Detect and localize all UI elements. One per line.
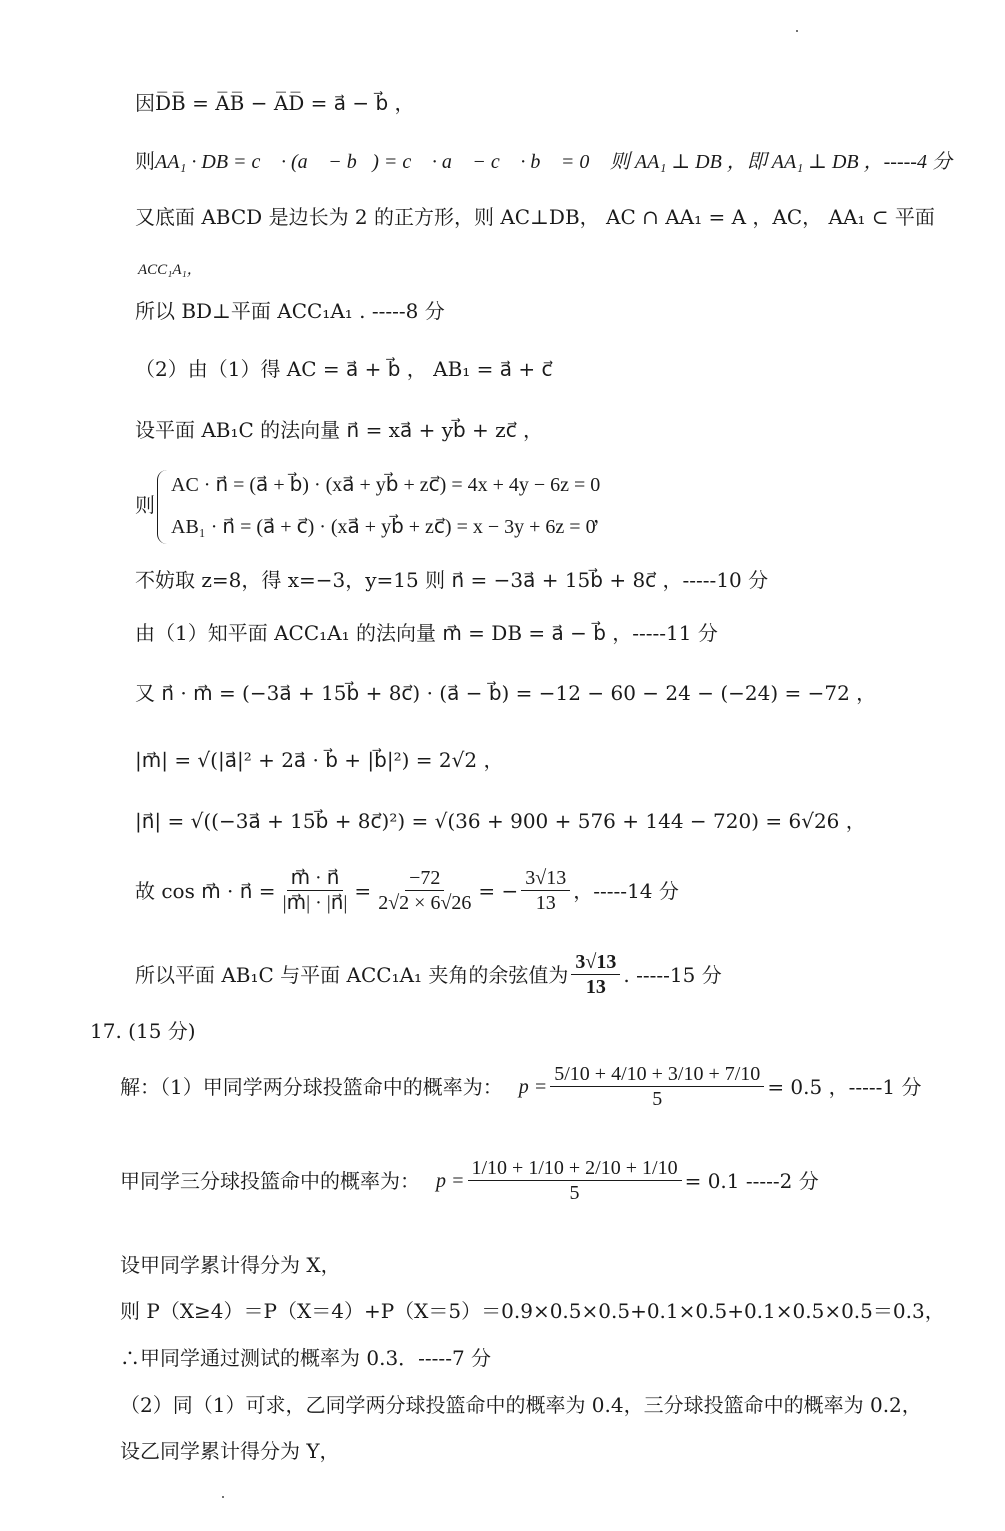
fraction-denominator: |m⃗| · |n⃗| <box>282 892 348 914</box>
system-tail: ， <box>593 503 613 527</box>
text-line-three-point-prob <box>120 1156 819 1205</box>
text-line-part2-student-b: （2）同（1）可求，乙同学两分球投篮命中的概率为 0.4，三分球投篮命中的概率为 0.2， <box>120 1393 922 1417</box>
scan-dot-top <box>796 30 798 32</box>
text-line-dot-product: 又 n⃗ · m⃗ = (−3a⃗ + 15b⃗ + 8c⃗) · (a⃗ − b⃗) = −12 − 60 − 24 − (−24) = −72 ， <box>135 681 877 705</box>
text-line-define-x: 设甲同学累计得分为 X， <box>120 1253 341 1277</box>
text-line-plane-name: ACC₁A₁， <box>138 262 202 278</box>
text-line-cosine <box>135 866 679 915</box>
equals-minus: = − <box>478 878 519 903</box>
fraction-numerator: 1/10 + 1/10 + 2/10 + 1/10 <box>468 1156 682 1181</box>
score-14: ，-----14 分 <box>573 878 679 903</box>
two-point-result: = 0.5 ，-----1 分 <box>767 1074 922 1099</box>
text-line-conclusion-part1: 所以 BD⊥平面 ACC₁A₁ . -----8 分 <box>135 299 445 323</box>
text-line-solve-normal: 不妨取 z=8，得 x=−3，y=15 则 n⃗ = −3a⃗ + 15b⃗ + 8c⃗ ，-----10 分 <box>135 568 769 592</box>
text-line-two-point-prob <box>120 1062 921 1111</box>
three-point-result: = 0.1 -----2 分 <box>684 1168 819 1193</box>
final-prefix: 所以平面 AB₁C 与平面 ACC₁A₁ 夹角的余弦值为 <box>135 962 569 987</box>
text-line-normal-m: 由（1）知平面 ACC₁A₁ 的法向量 m⃗ = DB = a⃗ − b⃗ ，-----11 分 <box>135 621 718 645</box>
fraction-final <box>571 950 620 999</box>
text-line-probability-x: 则 P（X≥4）＝P（X＝4）+P（X＝5）＝0.9×0.5×0.5+0.1×0.5+0.1×0.5×0.5＝0.3， <box>120 1299 945 1323</box>
fraction-minus72 <box>374 866 475 915</box>
fraction-denominator: 13 <box>585 976 606 998</box>
equals-sign: = <box>354 878 372 903</box>
text-line-db-vector: 因D̅B̅ = A̅B̅ − A̅D̅ = a⃗ − b⃗ ， <box>135 91 415 115</box>
fraction-result <box>521 866 570 915</box>
fraction-numerator: m⃗ · n⃗ <box>287 866 344 891</box>
line-prefix: 则 <box>135 149 155 173</box>
scan-dot-bottom <box>222 1496 224 1498</box>
left-brace <box>157 470 168 544</box>
text-line-square-base: 又底面 ABCD 是边长为 2 的正方形，则 AC⊥DB， AC ∩ AA₁ = A ，AC， AA₁ ⊂ 平面 <box>135 205 935 229</box>
text-line-norm-n: |n⃗| = √((−3a⃗ + 15b⃗ + 8c⃗)²) = √(36 + 900 + 576 + 144 − 720) = 6√26 ， <box>135 809 866 833</box>
three-point-prefix: 甲同学三分球投篮命中的概率为： <box>120 1168 420 1193</box>
fraction-three-point <box>468 1156 682 1205</box>
text-line-part2-vectors: （2）由（1）得 AC = a⃗ + b⃗ ， AB₁ = a⃗ + c⃗ <box>135 357 553 381</box>
fraction-numerator: 5/10 + 4/10 + 3/10 + 7/10 <box>550 1062 764 1087</box>
text-line-pass-probability: ∴甲同学通过测试的概率为 0.3．-----7 分 <box>120 1346 492 1370</box>
fraction-numerator: −72 <box>405 866 444 891</box>
fraction-denominator: 5 <box>652 1088 663 1110</box>
question-17-heading: 17. (15 分) <box>90 1019 196 1043</box>
fraction-numerator: 3√13 <box>571 950 620 975</box>
cosine-prefix: 故 cos m⃗ · n⃗ = <box>135 878 276 903</box>
system-label: 则 <box>135 493 155 517</box>
fraction-mn <box>279 866 352 915</box>
equation-aa1-db: AA₁ · DB = c⃗ · (a⃗ − b⃗) = c⃗ · a⃗ − c⃗ · b⃗ = 0 ，则 AA₁ ⊥ DB ，即 AA₁ ⊥ DB ，-----4 分 <box>155 151 952 173</box>
text-line-final-answer <box>135 950 722 999</box>
fraction-denominator: 13 <box>535 892 556 914</box>
system-equation-2: AB₁ · n⃗ = (a⃗ + c⃗) · (xa⃗ + yb⃗ + zc⃗) = x − 3y + 6z = 0 <box>171 516 596 538</box>
fraction-denominator: 2√2 × 6√26 <box>378 892 472 914</box>
p-label: p = <box>518 1075 548 1098</box>
fraction-two-point <box>550 1062 764 1111</box>
fraction-numerator: 3√13 <box>521 866 570 891</box>
text-line-perpendicular <box>135 146 952 177</box>
p-label: p = <box>436 1169 465 1192</box>
text-line-normal-vector: 设平面 AB₁C 的法向量 n⃗ = xa⃗ + yb⃗ + zc⃗ ， <box>135 418 544 442</box>
text-line-define-y: 设乙同学累计得分为 Y， <box>120 1439 340 1463</box>
system-equation-1: AC · n⃗ = (a⃗ + b⃗) · (xa⃗ + yb⃗ + zc⃗) = 4x + 4y − 6z = 0 <box>171 474 601 496</box>
two-point-prefix: 解：（1）甲同学两分球投篮命中的概率为： <box>120 1074 503 1099</box>
text-line-norm-m: |m⃗| = √(|a⃗|² + 2a⃗ · b⃗ + |b⃗|²) = 2√2 ， <box>135 748 504 772</box>
score-15: . -----15 分 <box>623 962 722 987</box>
fraction-denominator: 5 <box>569 1182 580 1204</box>
equation-system <box>135 468 613 548</box>
